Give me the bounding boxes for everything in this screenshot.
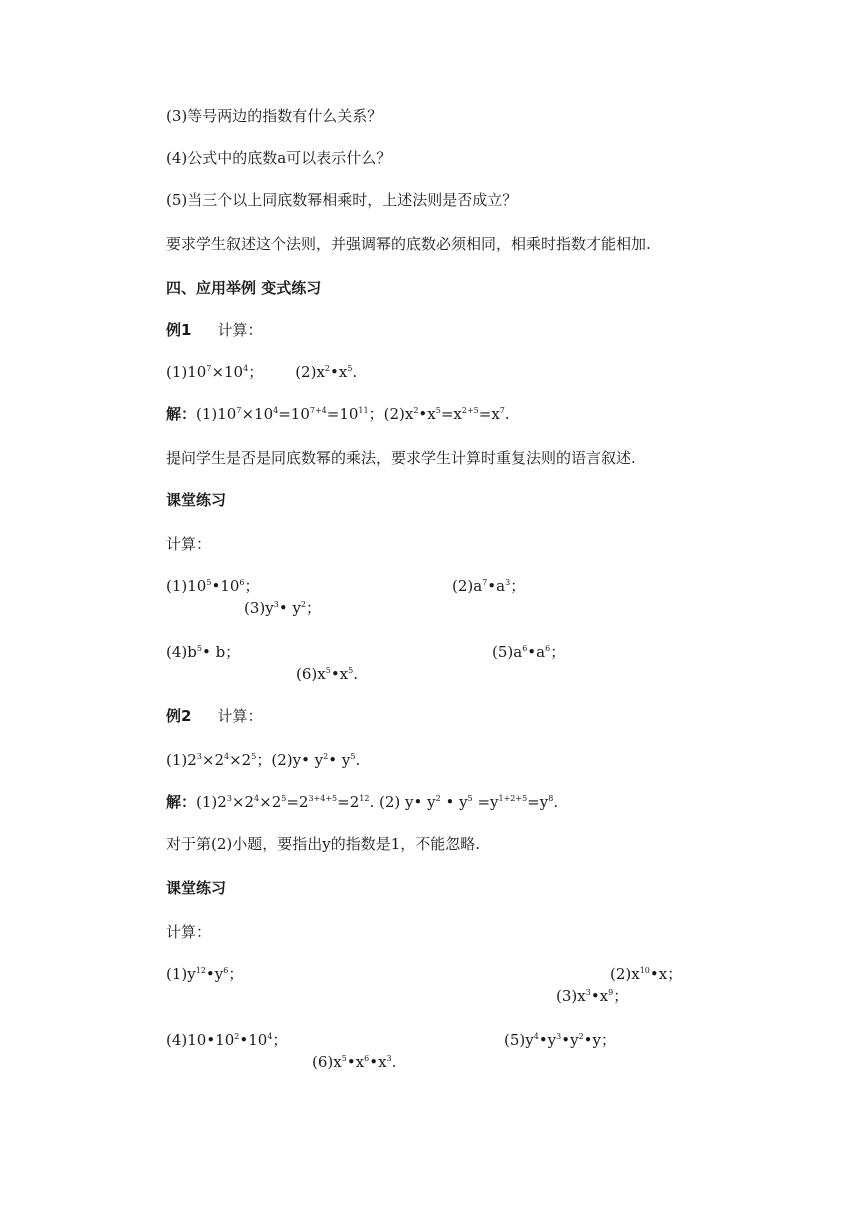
- example-1-note: 提问学生是否是同底数幂的乘法，要求学生计算时重复法则的语言叙述.: [166, 449, 636, 467]
- practice-1-title: 课堂练习: [166, 491, 227, 509]
- practice-1-instruction: 计算：: [166, 535, 212, 553]
- example-1-problems: [166, 362, 357, 382]
- example-1-problem-1: $(1)10^7\times 10^4$；: [166, 363, 264, 381]
- practice-1-item-3: $(3)y^3•$ $y^2$；: [244, 599, 322, 617]
- example-2-problem-2: (2)y• $y^2•$ $y^5$.: [271, 751, 361, 769]
- practice-2-item-3: $(3)x^3•x^9$；: [556, 987, 629, 1005]
- example-1-instruction: 计算：: [217, 321, 263, 339]
- example-1-problem-2: $(2)x^2•x^5$.: [295, 363, 358, 381]
- example-1-solution: 解：$(1)10^7\times 10^4=10^{7+4}=10^{11}$；$(2)x^2•x^5=x^{2+5}=x^7$.: [166, 405, 510, 423]
- practice-1-item-5: $(5)a^6•a^6$；: [492, 643, 566, 661]
- solution-label: 解：: [166, 405, 197, 423]
- summary-note: 要求学生叙述这个法则，并强调幂的底数必须相同，相乘时指数才能相加.: [166, 235, 651, 253]
- example-2-instruction: 计算：: [217, 707, 263, 725]
- practice-1-item-2: $(2)a^7•a^3$；: [452, 577, 526, 595]
- practice-2-item-5: $(5)y^4•y^3•y^2•y$；: [504, 1031, 616, 1049]
- practice-1-item-4: $(4)b^5•$ b；: [166, 643, 241, 661]
- practice-2-item-2: $(2)x^{10}•x$；: [610, 965, 683, 983]
- practice-2-item-1: $(1)y^{12}•y^6$；: [166, 965, 244, 983]
- solution-label: 解：: [166, 793, 197, 811]
- question-4: (4)公式中的底数a可以表示什么？: [166, 149, 392, 167]
- practice-2-item-4: $(4)10•10^2•10^4$；: [166, 1031, 288, 1049]
- practice-2-item-6: $(6)x^5•x^6•x^3$.: [312, 1053, 397, 1071]
- question-3: (3)等号两边的指数有什么关系？: [166, 107, 383, 125]
- example-1-heading: [166, 320, 262, 340]
- question-5: (5)当三个以上同底数幂相乘时，上述法则是否成立？: [166, 191, 518, 209]
- example-1-label: 例1: [166, 321, 192, 339]
- example-2-problem-1: $(1)2^3\times 2^4\times 2^5$；: [166, 751, 272, 769]
- example-2-heading: [166, 706, 262, 726]
- example-2-label: 例2: [166, 707, 192, 725]
- practice-1-item-1: $(1)10^5•10^6$；: [166, 577, 260, 595]
- section-title: 四、应用举例 变式练习: [166, 279, 322, 297]
- practice-2-title: 课堂练习: [166, 879, 227, 897]
- example-2-note: 对于第(2)小题，要指出y的指数是1，不能忽略.: [166, 835, 481, 853]
- example-2-solution: 解：$(1)2^3\times 2^4\times 2^5=2^{3+4+5}=2^{12}$. (2) y• $y^2$ • $y^5 =y^{1+2+5}=y^8$.: [166, 793, 559, 811]
- practice-2-instruction: 计算：: [166, 923, 212, 941]
- example-2-problems: [166, 750, 360, 770]
- practice-1-item-6: $(6)x^5•x^5$.: [296, 665, 358, 683]
